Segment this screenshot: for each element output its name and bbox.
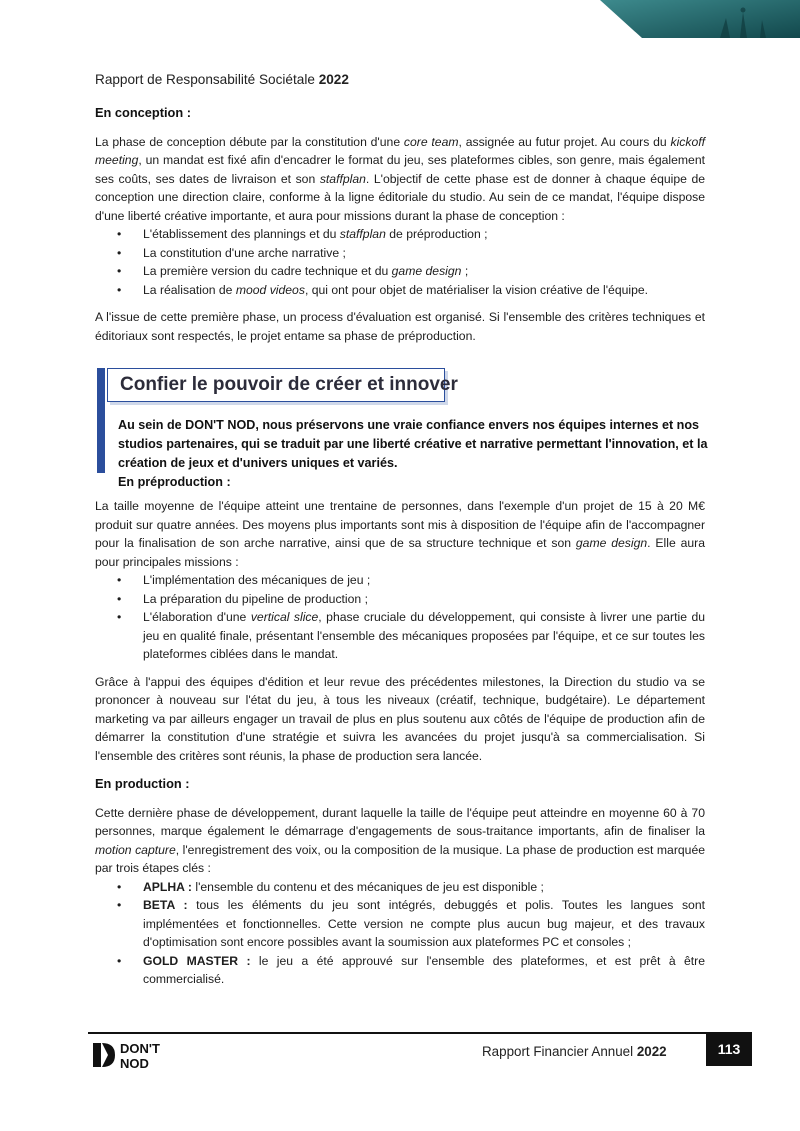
callout-title: Confier le pouvoir de créer et innover xyxy=(120,374,458,395)
svg-text:DON'T: DON'T xyxy=(120,1041,160,1056)
preproduction-title: En préproduction : xyxy=(118,475,231,489)
header-title: Rapport de Responsabilité Sociétale xyxy=(95,72,315,87)
svg-text:NOD: NOD xyxy=(120,1056,149,1070)
footer-rule xyxy=(88,1032,752,1034)
list-item: • GOLD MASTER : le jeu a été approuvé sur l'ensemble des plateformes, et est prêt à être commercialisé. xyxy=(95,952,705,989)
list-item: • La préparation du pipeline de production ; xyxy=(95,590,705,609)
list-item: • BETA : tous les éléments du jeu sont intégrés, debuggés et polis. Toutes les langues sont implémentées et fonctionnelles. Cette version ne compte plus aucun bug majeur, et des travaux d'optimisation sont encore possibles avant la soumission aux plateformes PC et consoles ; xyxy=(95,896,705,952)
list-item: • L'implémentation des mécaniques de jeu ; xyxy=(95,571,705,590)
page-number: 113 xyxy=(706,1033,752,1066)
header-year: 2022 xyxy=(318,72,349,87)
preproduction-section xyxy=(95,497,705,765)
preproduction-paragraph-1: La taille moyenne de l'équipe atteint une trentaine de personnes, dans l'exemple d'un projet de 15 à 20 M€ produit sur quatre années. Des moyens plus importants sont mis à disposition de l'équipe afin de l'accompagner pour la finalisation de son arche narrative, ainsi que de sa structure technique et son game design. Elle aura pour principales missions : xyxy=(95,499,706,569)
callout-body: Au sein de DON'T NOD, nous préservons une vraie confiance envers nos équipes internes et nos studios partenaires, qui se traduit par une liberté créative et narrative permettant l'innovation, et la création de jeux et d'univers uniques et variés. xyxy=(118,418,708,470)
conception-list xyxy=(95,225,705,299)
list-item: • La réalisation de mood videos, qui ont pour objet de matérialiser la vision créative de l'équipe. xyxy=(95,281,705,300)
preproduction-list xyxy=(95,571,705,664)
callout-text xyxy=(118,416,708,492)
list-item: • L'élaboration d'une vertical slice, phase cruciale du développement, qui consiste à livrer une partie du jeu en qualité finale, présentant l'ensemble des mécaniques proposées par l'équipe, et ce sur toutes les plateformes ciblées dans le mandat. xyxy=(95,608,705,664)
production-section xyxy=(95,775,705,989)
conception-section xyxy=(95,104,705,345)
list-item: • La première version du cadre technique et du game design ; xyxy=(95,262,705,281)
conception-paragraph-1: La phase de conception débute par la constitution d'une core team, assignée au futur projet. Au cours du kickoff meeting, un mandat est fixé afin d'encadrer le format du jeu, ses plateformes cibles, son genre, mais également ses coûts, ses dates de livraison et son staffplan. L'objectif de cette phase est de donner à chaque équipe de conception une direction claire, conforme à la ligne éditoriale du studio. Au sein de ce mandat, l'équipe dispose d'une liberté créative importante, et aura pour missions durant la phase de conception : xyxy=(95,134,706,223)
callout-accent-bar xyxy=(97,368,105,473)
callout-title-box xyxy=(107,368,458,402)
page-header xyxy=(95,72,349,87)
production-title: En production : xyxy=(95,776,190,791)
corner-illustration xyxy=(600,0,800,38)
footer-report-title: Rapport Financier Annuel 2022 xyxy=(482,1044,667,1059)
conception-paragraph-2: A l'issue de cette première phase, un process d'évaluation est organisé. Si l'ensemble des critères techniques et éditoriaux sont respectés, le projet entame sa phase de préproduction. xyxy=(95,310,705,343)
production-list xyxy=(95,878,705,989)
list-item: • La constitution d'une arche narrative ; xyxy=(95,244,705,263)
list-item: • L'établissement des plannings et du staffplan de préproduction ; xyxy=(95,225,705,244)
preproduction-paragraph-2: Grâce à l'appui des équipes d'édition et leur revue des précédentes milestones, la Direction du studio va se prononcer à nouveau sur l'état du jeu, à tous les niveaux (créatif, technique, budgétaire). Le département marketing va par ailleurs engager un travail de plus en plus soutenu aux côtés de l'équipe de production afin de démarrer la constitution d'une stratégie et suivra les avancées du projet jusqu'à sa commercialisation. Si l'ensemble des critères sont réunis, la phase de production sera lancée. xyxy=(95,674,705,763)
conception-title: En conception : xyxy=(95,105,191,120)
list-item: • APLHA : l'ensemble du contenu et des mécaniques de jeu est disponible ; xyxy=(95,878,705,897)
production-paragraph-1: Cette dernière phase de développement, durant laquelle la taille de l'équipe peut atteindre en moyenne 60 à 70 personnes, marque également le démarrage d'engagements de sous-traitance importants, afin de finaliser la motion capture, l'enregistrement des voix, ou la composition de la musique. La phase de production est marquée par trois étapes clés : xyxy=(95,805,705,875)
dontnod-logo xyxy=(91,1040,191,1070)
